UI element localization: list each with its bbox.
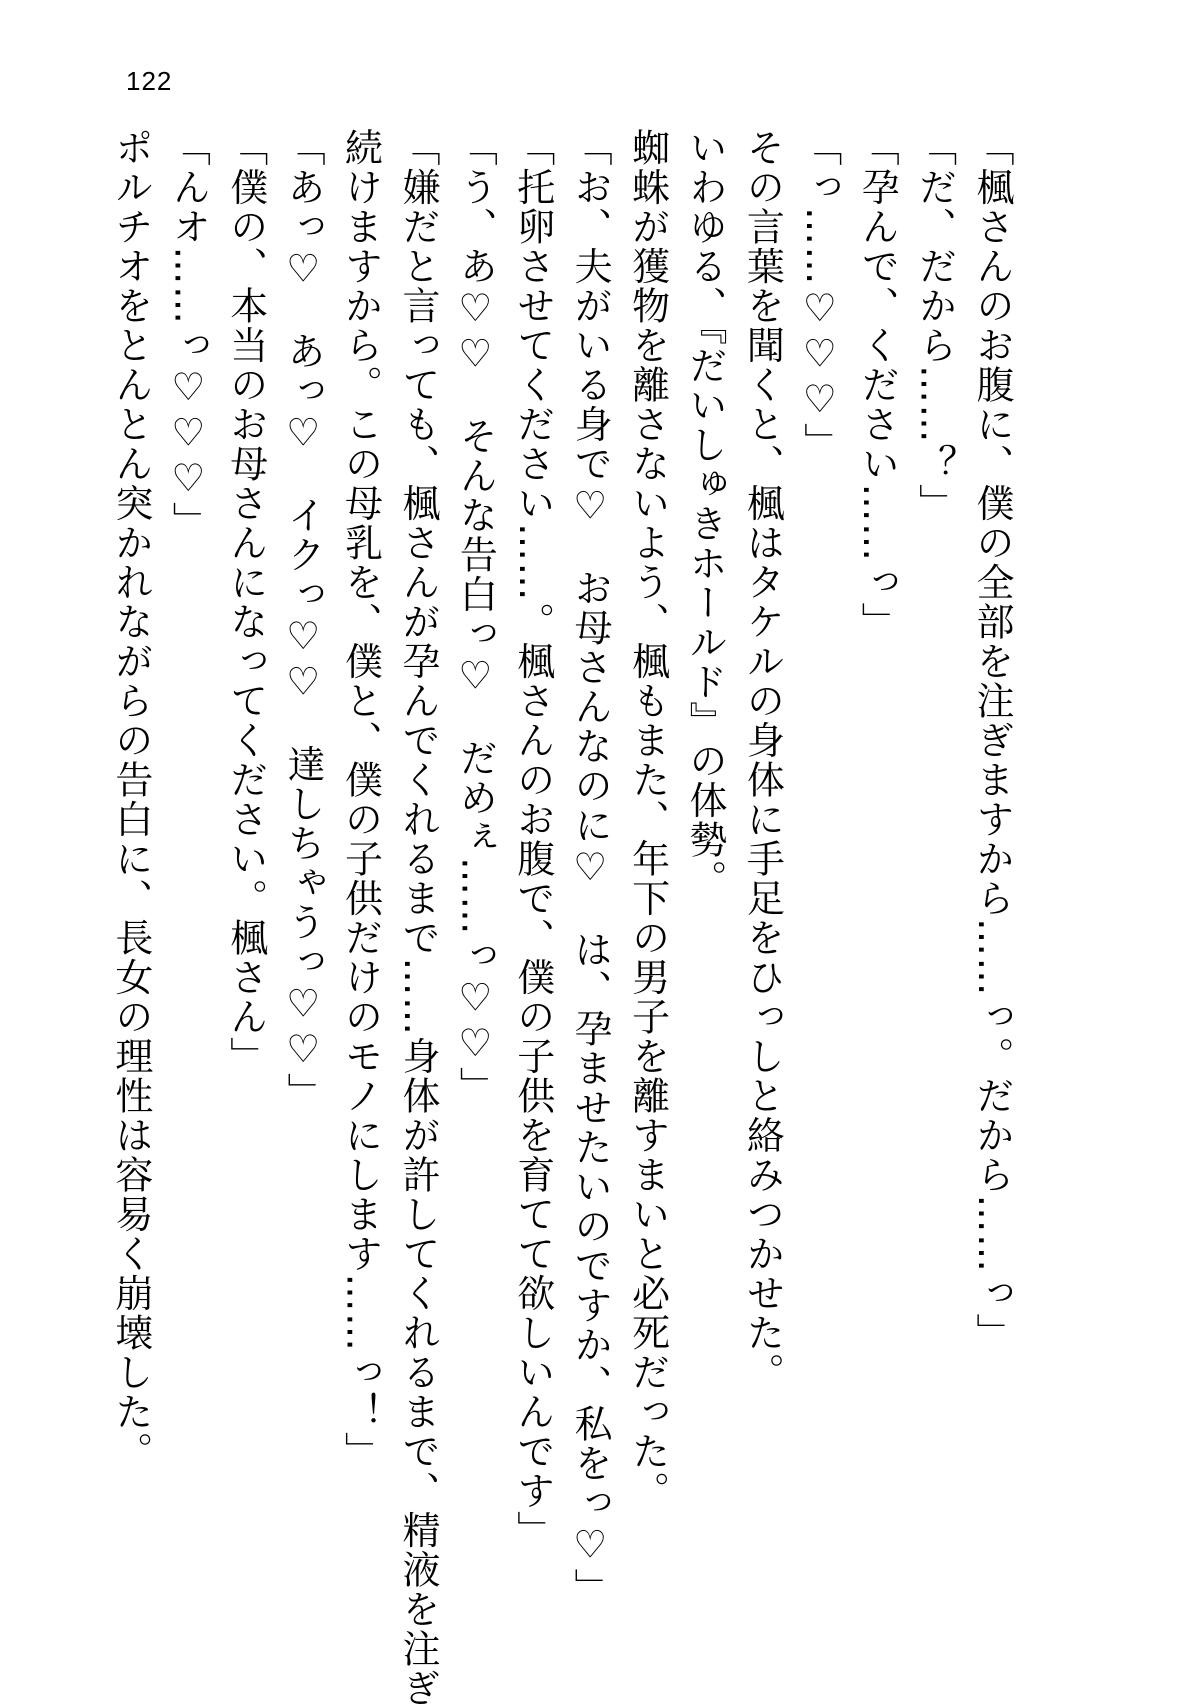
text-line: 蜘蛛が獲物を離さないよう、楓もまた、年下の男子を離すまいと必死だった。 [625, 128, 670, 1511]
text-line: 「んオ……っ♡♡♡」 [166, 128, 211, 541]
text-line: 「う、あ♡♡ そんな告白っ♡ だめぇ……っ♡♡」 [453, 128, 498, 1106]
text-line: 「僕の、本当のお母さんになってください。楓さん」 [223, 128, 268, 1076]
text-line: 「孕んで、ください……っ」 [855, 128, 900, 642]
page-number: 122 [126, 66, 173, 96]
text-line: ポルチオをとんとん突かれながらの告白に、長女の理性は容易く崩壊した。 [108, 128, 153, 1471]
text-line: 「お、夫がいる身で♡ お母さんなのに♡ は、孕ませたいのですか、私をっ♡」 [568, 128, 613, 1608]
vertical-text-body [102, 128, 1021, 1708]
text-line: 「だ、だから……？」 [912, 128, 957, 523]
text-line: いわゆる、『だいしゅきホールド』の体勢。 [682, 128, 727, 899]
text-line: 「嫌だと言っても、楓さんが孕んでくれるまで……身体が許してくれるまで、精液を注ぎ [395, 128, 440, 1708]
text-line: 「楓さんのお腹に、僕の全部を注ぎますから……っ。だから……っ」 [970, 128, 1014, 1353]
text-line: 続けますから。この母乳を、僕と、僕の子供だけのモノにします……っ！」 [338, 128, 383, 1471]
text-line: 「っ……♡♡♡」 [797, 128, 842, 462]
text-line: 「托卵させてください……。楓さんのお腹で、僕の子供を育てて欲しいんです」 [510, 128, 555, 1550]
text-line: その言葉を聞くと、楓はタケルの身体に手足をひっしと絡みつかせた。 [740, 128, 785, 1392]
text-line: 「あっ♡ あっ♡ イクっ♡♡ 達しちゃうっ♡♡」 [281, 128, 326, 1112]
